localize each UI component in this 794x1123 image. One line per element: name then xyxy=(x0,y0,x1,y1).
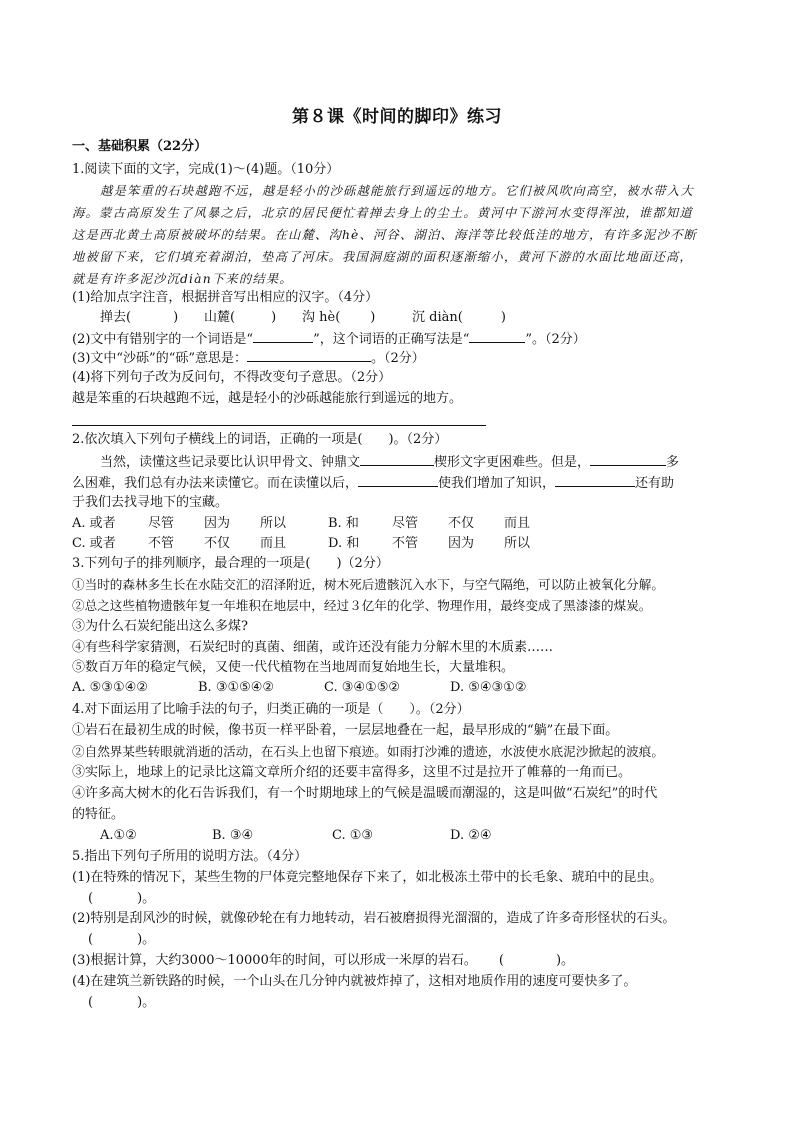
pinyin-item-3: 沟 hè( ) xyxy=(302,310,376,325)
pinyin-item-1: 掸去( ) xyxy=(100,310,179,325)
q3-option-c[interactable]: C. ③④①⑤② xyxy=(324,680,401,695)
page-title: 第８课《时间的脚印》练习 xyxy=(292,107,502,127)
q3-line-2: ②总之这些植物遗骸年复一年堆积在地层中，经过３亿年的化学、物理作用，最终变成了黑漆漆的煤炭。 xyxy=(72,598,652,613)
q2-blank-1[interactable] xyxy=(360,453,434,466)
passage-line-3: 这是西北黄土高原被破坏的结果。在山麓、沟hè、河谷、湖泊、海洋等比较低洼的地方，有许多泥沙不断 xyxy=(72,228,697,242)
q5-sentence-3: (3)根据计算，大约3000～10000年的时间，可以形成一米厚的岩石。 ( )。 xyxy=(72,953,575,968)
q4-line-3: ③实际上，地球上的记录比这篇文章所介绍的还要丰富得多，这里不过是拉开了帷幕的一角而已。 xyxy=(72,765,632,780)
q2-option-d[interactable]: D. 和 xyxy=(328,536,360,551)
q2-option-b[interactable]: B. 和 xyxy=(328,516,359,531)
pinyin-item-2: 山麓( ) xyxy=(204,310,277,325)
q5-answer-3[interactable]: ( )。 xyxy=(498,953,575,968)
q2-blank-3[interactable] xyxy=(358,474,438,487)
q5-answer-4[interactable]: ( )。 xyxy=(88,995,156,1010)
q5-stem: 5.指出下列句子所用的说明方法。（4分） xyxy=(72,849,308,864)
passage-line-5: 就是有许多泥沙沉diàn下来的结果。 xyxy=(72,272,293,286)
q3-line-5: ⑤数百万年的稳定气候，又使一代代植物在当地周而复始地生长，大量堆积。 xyxy=(72,660,515,675)
q2-text-line-2: 么困难，我们总有办法来读懂它。而在读懂以后， 使我们增加了知识， 还有助 xyxy=(72,476,675,491)
q5-answer-2[interactable]: ( )。 xyxy=(88,932,156,947)
q3-option-a[interactable]: A. ⑤③①④② xyxy=(72,680,148,695)
passage-line-2: 海。蒙古高原发生了风暴之后，北京的居民便忙着掸去身上的尘土。黄河中下游河水变得浑浊，谁都知道 xyxy=(72,206,693,220)
q1-sub2: (2)文中有错别字的一个词语是“ ”，这个词语的正确写法是“ ”。（2分） xyxy=(72,332,586,347)
q3-option-d[interactable]: D. ⑤④③①② xyxy=(450,680,527,695)
q2-blank-2[interactable] xyxy=(590,453,666,466)
q4-line-1: ①岩石在最初生成的时候，像书页一样平卧着，一层层地叠在一起，最早形成的“躺”在最下面。 xyxy=(72,723,619,738)
q4-option-b[interactable]: B. ③④ xyxy=(212,828,254,843)
answer-line-rhetorical[interactable] xyxy=(72,425,486,426)
q2-text-line-3: 于我们去找寻地下的宝藏。 xyxy=(72,495,229,510)
q4-stem: 4.对下面运用了比喻手法的句子，归类正确的一项是（ ）。（2分） xyxy=(72,702,470,717)
passage-line-4: 地被留下来，它们填充着湖泊，垫高了河床。我国洞庭湖的面积逐渐缩小，黄河下游的水面比地面还高， xyxy=(72,250,693,264)
q5-answer-1[interactable]: ( )。 xyxy=(88,891,156,906)
q4-line-2: ②自然界某些转眼就消逝的活动，在石头上也留下痕迹。如雨打沙滩的遗迹，水波使水底泥沙掀起的波痕。 xyxy=(72,744,664,759)
q2-text-line-1: 当然，读懂这些记录要比认识甲骨文、钟鼎文 楔形文字更困难些。但是， 多 xyxy=(100,455,680,470)
q1-sub3: (3)文中“沙砾”的“砾”意思是： 。（2分） xyxy=(72,351,425,366)
answer-blank-correct-word[interactable] xyxy=(469,330,525,343)
pinyin-item-4: 沉 diàn( ) xyxy=(412,310,506,325)
q5-sentence-2: (2)特别是刮风沙的时候，就像砂轮在有力地转动，岩石被磨损得光溜溜的，造成了许多奇形怪状的石头。 xyxy=(72,911,676,926)
q4-line-4: ④许多高大树木的化石告诉我们，有一个时期地球上的气候是温暖而潮湿的，这是叫做“石炭纪”的时代 xyxy=(72,786,658,801)
q4-option-a[interactable]: A.①② xyxy=(100,828,137,843)
q1-sub4: (4)将下列句子改为反问句，不得改变句子意思。（2分） xyxy=(72,370,392,385)
q3-line-3: ③为什么石炭纪能出这么多煤? xyxy=(72,619,248,634)
q3-line-4: ④有些科学家猜测，石炭纪时的真菌、细菌，或许还没有能力分解木里的木质素…… xyxy=(72,640,554,655)
q1-stem: 1.阅读下面的文字，完成(1)～(4)题。（10分） xyxy=(72,162,340,177)
q2-blank-4[interactable] xyxy=(555,474,635,487)
q5-sentence-4: (4)在建筑兰新铁路的时候，一个山头在几分钟内就被炸掉了，这相对地质作用的速度可要快多了。 xyxy=(72,974,637,989)
answer-blank-meaning[interactable] xyxy=(247,349,371,362)
q4-option-d[interactable]: D. ②④ xyxy=(450,828,492,843)
q5-sentence-1: (1)在特殊的情况下，某些生物的尸体竟完整地保存下来了，如北极冻土带中的长毛象、琥珀中的昆虫。 xyxy=(72,870,663,885)
q3-line-1: ①当时的森林多生长在水陆交汇的沼泽附近，树木死后遗骸沉入水下，与空气隔绝，可以防止被氧化分解。 xyxy=(72,577,664,592)
q2-option-c[interactable]: C. 或者 xyxy=(72,536,116,551)
answer-blank-wrong-word[interactable] xyxy=(253,330,313,343)
passage-line-1: 越是笨重的石块越跑不远，越是轻小的沙砾越能旅行到遥远的地方。它们被风吹向高空，被水带入大 xyxy=(100,184,694,198)
q3-stem: 3.下列句子的排列顺序，最合理的一项是( )（2分） xyxy=(72,556,389,571)
q1-sub1: (1)给加点字注音，根据拼音写出相应的汉字。（4分） xyxy=(72,290,379,305)
q3-option-b[interactable]: B. ③①⑤④② xyxy=(198,680,275,695)
q1-sentence: 越是笨重的石块越跑不远，越是轻小的沙砾越能旅行到遥远的地方。 xyxy=(72,391,463,406)
q2-stem: 2.依次填入下列句子横线上的词语，正确的一项是( )。（2分） xyxy=(72,432,448,447)
q4-option-c[interactable]: C. ①③ xyxy=(332,828,374,843)
q4-line-5: 的特征。 xyxy=(72,807,125,822)
q2-option-a[interactable]: A. 或者 xyxy=(72,516,116,531)
section-heading: 一、基础积累（22分） xyxy=(72,139,208,154)
worksheet-page: 第８课《时间的脚印》练习 一、基础积累（22分） 1.阅读下面的文字，完成(1)～(4)题。（10分） 越是笨重的石块越跑不远，越是轻小的沙砾越能旅行到遥远的地方。它们被风吹向高空，被水带入大 海。蒙古高原发生了风暴之后，北京的居民便忙着掸去身上的尘土。黄河中下游河水变得浑浊，谁都知道 这是西北黄土高原被破坏的结果。在山麓、沟hè、河谷、湖泊、海洋等比较低洼的地方，有许多泥沙不断 地被留下来，它们填充着湖泊，垫高了河床。我国洞庭湖的面积逐渐缩小，黄河下游的水面比地面还高， 就是有许多泥沙沉diàn下来的结果。 (1)给加点字注音，根据拼音写出相应的汉字。（4分） 掸去( ) 山麓( ) 沟 hè( ) 沉 diàn( ) (2)文中有错别字的一个词语是“ ”，这个词语的正确写法是“ ”。（2分） (3)文中“沙砾”的“砾”意思是： 。（2分） (4)将下列句子改为反问句，不得改变句子意思。（2分） 越是笨重的石块越跑不远，越是轻小的沙砾越能旅行到遥远的地方。 2.依次填入下列句子横线上的词语，正确的一项是( )。（2分） 当然，读懂这些记录要比认识甲骨文、钟鼎文 楔形文字更困难些。但是， 多 么困难，我们总有办法来读懂它。而在读懂以后， 使我们增加了知识， 还有助 于我们去找寻地下的宝藏。 A. 或者 尽管 因为 所以 B. 和 尽管 不仅 而且 C. 或者 不管 不仅 而且 D. 和 不管 因为 所以 3.下列句子的排列顺序，最合理的一项是( )（2分） ①当时的森林多生长在水陆交汇的沼泽附近，树木死后遗骸沉入水下，与空气隔绝，可以防止被氧化分解。 ②总之这些植物遗骸年复一年堆积在地层中，经过３亿年的化学、物理作用，最终变成了黑漆漆的煤炭。 ③为什么石炭纪能出这么多煤? ④有些科学家猜测，石炭纪时的真菌、细菌，或许还没有能力分解木里的木质素…… ⑤数百万年的稳定气候，又使一代代植物在当地周而复始地生长，大量堆积。 A. ⑤③①④② B. ③①⑤④② C. ③④①⑤② D. ⑤④③①② 4.对下面运用了比喻手法的句子，归类正确的一项是（ ）。（2分） ①岩石在最初生成的时候，像书页一样平卧着，一层层地叠在一起，最早形成的“躺”在最下面。 ②自然界某些转眼就消逝的活动，在石头上也留下痕迹。如雨打沙滩的遗迹，水波使水底泥沙掀起的波痕。 ③实际上，地球上的记录比这篇文章所介绍的还要丰富得多，这里不过是拉开了帷幕的一角而已。 ④许多高大树木的化石告诉我们，有一个时期地球上的气候是温暖而潮湿的，这是叫做“石炭纪”的时代 的特征。 A.①② B. ③④ C. ①③ D. ②④ 5.指出下列句子所用的说明方法。（4分） (1)在特殊的情况下，某些生物的尸体竟完整地保存下来了，如北极冻土带中的长毛象、琥珀中的昆虫。 ( )。 (2)特别是刮风沙的时候，就像砂轮在有力地转动，岩石被磨损得光溜溜的，造成了许多奇形怪状的石头。 ( )。 (3)根据计算，大约3000～10000年的时间，可以形成一米厚的岩石。 ( )。 (4)在建筑兰新铁路的时候，一个山头在几分钟内就被炸掉了，这相对地质作用的速度可要快多了。 ( )。 xyxy=(0,0,794,1123)
